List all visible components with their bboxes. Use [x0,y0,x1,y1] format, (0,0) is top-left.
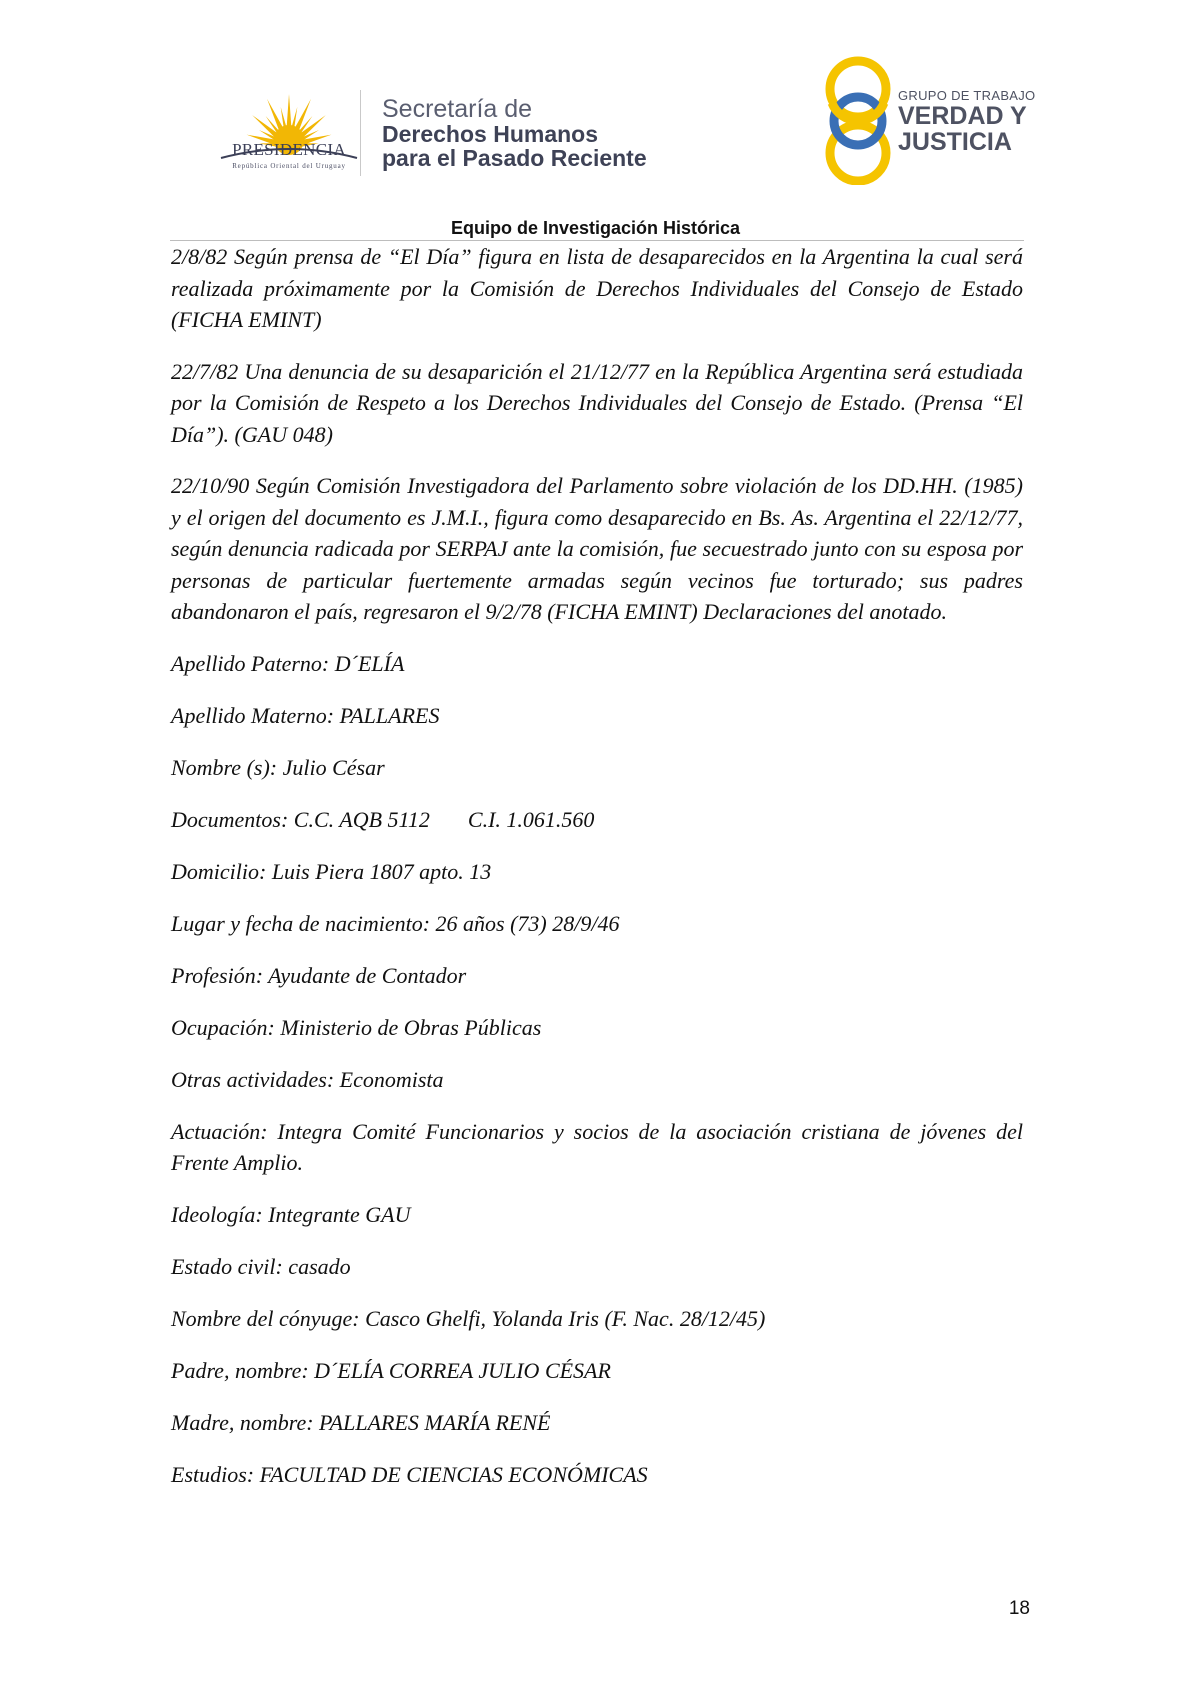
field-documentos [171,804,1023,836]
paragraph-2: 22/7/82 Una denuncia de su desaparición el 21/12/77 en la República Argentina será estudiada por la Comisión de Respeto a los Derechos Individuales del Consejo de Estado. (Prensa “El Día”). (GAU 048) [171,358,1023,447]
field-apellido-materno: Apellido Materno: PALLARES [171,702,440,728]
field-apellido-paterno: Apellido Paterno: D´ELÍA [171,650,405,676]
secretaria-line-2: Derechos Humanos [382,121,599,147]
presidencia-name: PRESIDENCIA [232,140,346,159]
vj-line-2: VERDAD Y [898,102,1027,130]
logo-divider [360,90,361,176]
field-madre: Madre, nombre: PALLARES MARÍA RENÉ [171,1410,551,1435]
vj-line-1: GRUPO DE TRABAJO [898,88,1036,103]
field-estado-civil: Estado civil: casado [171,1254,351,1279]
field-documentos-cc: Documentos: C.C. AQB 5112 [171,806,430,832]
field-conyuge: Nombre del cónyuge: Casco Ghelfi, Yolanda Iris (F. Nac. 28/12/45) [171,1306,766,1331]
field-documentos-ci: C.I. 1.061.560 [467,806,595,832]
paragraph-1: 2/8/82 Según prensa de “El Día” figura en lista de desaparecidos en la Argentina la cual será realizada próximamente por la Comisión de Derechos Individuales del Consejo de Estado (FICHA EMINT) [171,244,1023,332]
field-ocupacion: Ocupación: Ministerio de Obras Públicas [171,1014,542,1040]
verdad-justicia-rings-logo [818,55,898,185]
document-body [171,241,1023,1511]
paragraph-3: 22/10/90 Según Comisión Investigadora del Parlamento sobre violación de los DD.HH. (1985) y el origen del documento es J.M.I., figura como desaparecido en Bs. As. Argentina el 22/12/77, según denuncia radicada por SERPAJ ante la comisión, fue secuestrado junto con su esposa por personas de particular fuertemente armadas según vecinos fue torturado; sus padres abandonaron el país, regresaron el 9/2/78 (FICHA EMINT) Declaraciones del anotado. [171,473,1023,624]
field-nombre: Nombre (s): Julio César [171,754,385,780]
secretaria-line-1: Secretaría de [382,95,533,123]
page-header [0,0,1191,238]
presidencia-subtitle: República Oriental del Uruguay [232,162,346,170]
field-ideologia: Ideología: Integrante GAU [171,1202,411,1227]
secretaria-line-3: para el Pasado Reciente [382,145,647,171]
field-domicilio: Domicilio: Luis Piera 1807 apto. 13 [171,858,492,884]
field-otras-actividades: Otras actividades: Economista [171,1066,444,1092]
field-padre: Padre, nombre: D´ELÍA CORREA JULIO CÉSAR [171,1358,611,1383]
verdad-justicia-wordmark [898,88,1035,155]
field-actuacion: Actuación: Integra Comité Funcionarios y socios de la asociación cristiana de jóvenes del Frente Amplio. [171,1118,1023,1175]
vj-line-3: JUSTICIA [898,128,1012,156]
team-title: Equipo de Investigación Histórica [450,218,741,238]
field-profesion: Profesión: Ayudante de Contador [171,962,467,988]
secretaria-wordmark [382,96,647,171]
field-estudios: Estudios: FACULTAD DE CIENCIAS ECONÓMICAS [171,1462,648,1487]
page-number: 18 [1008,1598,1030,1619]
field-nacimiento: Lugar y fecha de nacimiento: 26 años (73) 28/9/46 [171,910,620,936]
